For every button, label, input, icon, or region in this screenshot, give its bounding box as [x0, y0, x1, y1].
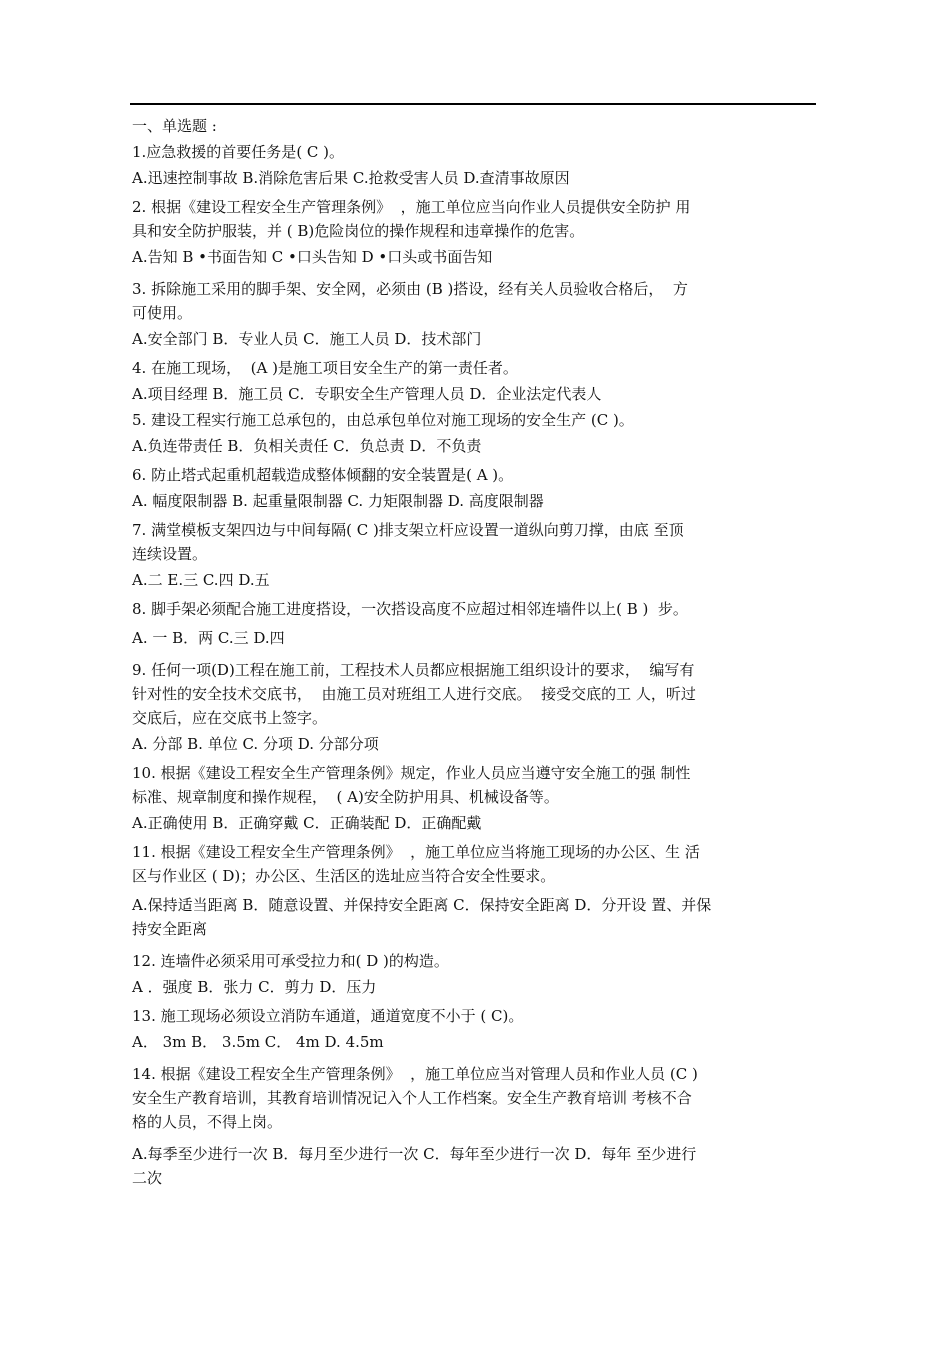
question-14: 14. 根据《建设工程安全生产管理条例》 ，施工单位应当对管理人员和作业人员 (C ) [132, 1065, 698, 1083]
options-1: A.迅速控制事故 B.消除危害后果 C.抢救受害人员 D.查清事故原因 [132, 169, 570, 187]
options-11-cont: 持安全距离 [132, 920, 208, 938]
question-14-cont-2: 格的人员，不得上岗。 [132, 1113, 283, 1131]
question-6: 6. 防止塔式起重机超载造成整体倾翻的安全装置是( A )。 [132, 466, 514, 484]
options-3: A.安全部门 B．专业人员 C．施工人员 D．技术部门 [132, 330, 482, 348]
question-1: 1.应急救援的首要任务是( C )。 [132, 143, 345, 161]
options-4: A.项目经理 B．施工员 C．专职安全生产管理人员 D．企业法定代表人 [132, 385, 602, 403]
options-8: A. 一 B．两 C.三 D.四 [132, 629, 285, 647]
question-5: 5. 建设工程实行施工总承包的，由总承包单位对施工现场的安全生产 (C )。 [132, 411, 634, 429]
question-9-cont-2: 交底后，应在交底书上签字。 [132, 709, 328, 727]
options-7: A.二 E.三 C.四 D.五 [132, 571, 270, 589]
question-10-cont: 标准、规章制度和操作规程， ( A)安全防护用具、机械设备等。 [132, 788, 559, 806]
question-11-cont: 区与作业区 ( D)；办公区、生活区的选址应当符合安全性要求。 [132, 867, 556, 885]
question-11: 11. 根据《建设工程安全生产管理条例》 ，施工单位应当将施工现场的办公区、生 活 [132, 843, 700, 861]
options-11: A.保持适当距离 B．随意设置、并保持安全距离 C．保持安全距离 D．分开设 置、并保 [132, 896, 712, 914]
question-14-cont-1: 安全生产教育培训，其教育培训情况记入个人工作档案。安全生产教育培训 考核不合 [132, 1089, 692, 1107]
options-10: A.正确使用 B．正确穿戴 C．正确装配 D．正确配戴 [132, 814, 482, 832]
document-body [132, 114, 816, 1190]
question-2-cont: 具和安全防护服装，并 ( B)危险岗位的操作规程和违章操作的危害。 [132, 222, 585, 240]
question-12: 12. 连墙件必须采用可承受拉力和( D )的构造。 [132, 952, 449, 970]
question-3-cont: 可使用。 [132, 304, 193, 322]
top-rule [130, 103, 816, 105]
options-2: A.告知 B •书面告知 C •口头告知 D •口头或书面告知 [132, 248, 493, 266]
question-8: 8. 脚手架必须配合施工进度搭设，一次搭设高度不应超过相邻连墙件以上( B ) 步。 [132, 600, 688, 618]
question-7: 7. 满堂模板支架四边与中间每隔( C )排支架立杆应设置一道纵向剪刀撑，由底 至顶 [132, 521, 684, 539]
options-13: A． 3m B． 3.5m C． 4m D. 4.5m [132, 1033, 384, 1051]
options-6: A. 幅度限制器 B. 起重量限制器 C. 力矩限制器 D. 高度限制器 [132, 492, 544, 510]
question-9-cont-1: 针对性的安全技术交底书， 由施工员对班组工人进行交底。 接受交底的工 人，听过 [132, 685, 696, 703]
options-12: A ．强度 B．张力 C．剪力 D．压力 [132, 978, 377, 996]
question-3: 3. 拆除施工采用的脚手架、安全网，必须由 (B )搭设，经有关人员验收合格后， 方 [132, 280, 688, 298]
question-9: 9. 任何一项(D)工程在施工前，工程技术人员都应根据施工组织设计的要求， 编写有 [132, 661, 695, 679]
question-2: 2. 根据《建设工程安全生产管理条例》 ，施工单位应当向作业人员提供安全防护 用 [132, 198, 691, 216]
options-5: A.负连带责任 B．负相关责任 C．负总责 D．不负责 [132, 437, 482, 455]
options-14: A.每季至少进行一次 B．每月至少进行一次 C．每年至少进行一次 D．每年 至少进行 [132, 1145, 697, 1163]
section-title: 一、单选题 : [132, 117, 217, 135]
question-13: 13. 施工现场必须设立消防车通道，通道宽度不小于 ( C)。 [132, 1007, 524, 1025]
options-9: A. 分部 B. 单位 C. 分项 D. 分部分项 [132, 735, 379, 753]
question-4: 4. 在施工现场， (A )是施工项目安全生产的第一责任者。 [132, 359, 518, 377]
question-10: 10. 根据《建设工程安全生产管理条例》规定，作业人员应当遵守安全施工的强 制性 [132, 764, 691, 782]
question-7-cont: 连续设置。 [132, 545, 208, 563]
options-14-cont: 二次 [132, 1169, 163, 1187]
